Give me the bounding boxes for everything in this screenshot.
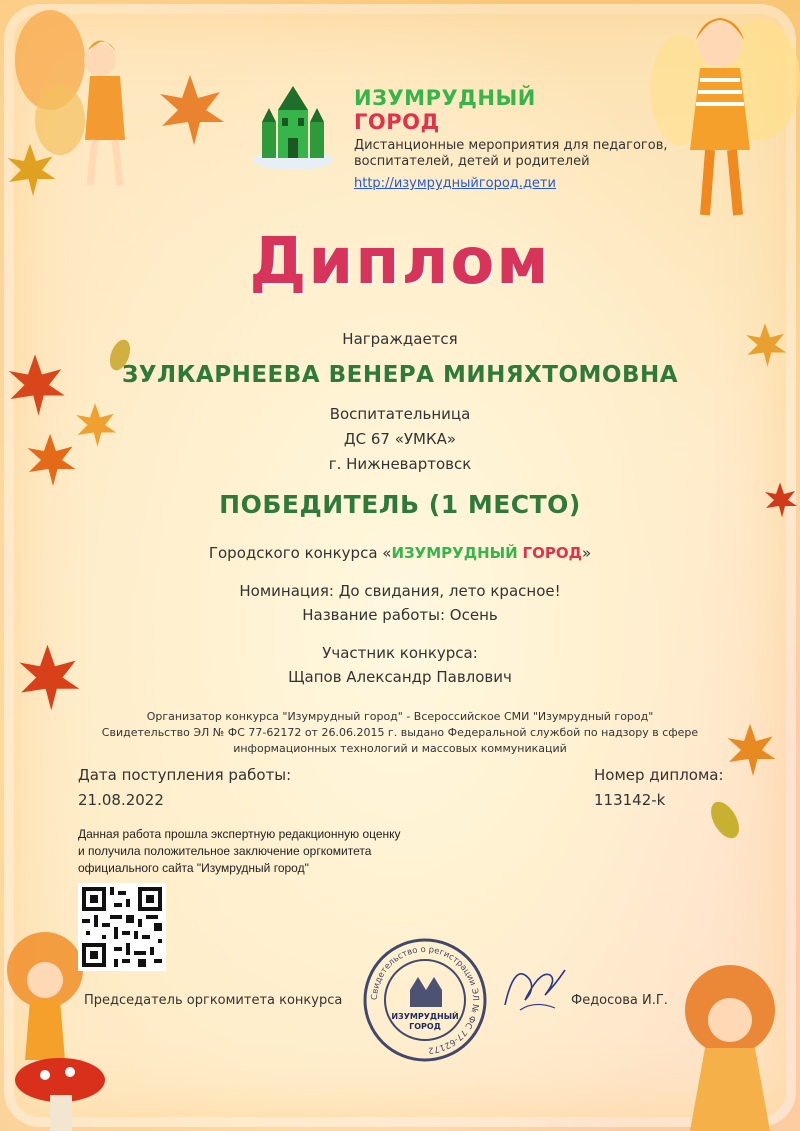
organizer-line-2: Свидетельство ЭЛ № ФС 77-62172 от 26.06.2015 г. выдано Федеральной службой по надзору в сфере	[101, 726, 699, 739]
fairy-illustration	[640, 0, 800, 230]
recipient-position: Воспитательница	[329, 405, 471, 423]
contest-suffix: »	[581, 544, 592, 562]
review-line-3: официального сайта "Изумрудный город"	[78, 861, 309, 875]
stamp-center-line2: ГОРОД	[409, 1022, 441, 1031]
logo-website-link[interactable]: http://изумрудныйгород.дети	[354, 176, 556, 191]
logo-title-line2: ГОРОД	[354, 110, 440, 134]
chairman-label: Председатель оргкомитета конкурса	[84, 993, 343, 1008]
date-label: Дата поступления работы:	[78, 766, 292, 784]
leaf-icon	[700, 790, 750, 850]
recipient-name: ЗУЛКАРНЕЕВА ВЕНЕРА МИНЯХТОМОВНА	[121, 362, 679, 388]
fairy-illustration	[10, 0, 160, 200]
stamp-center-line1: ИЗУМРУДНЫЙ	[391, 1012, 459, 1021]
participant-label: Участник конкурса:	[322, 644, 478, 662]
maple-leaf-icon	[150, 70, 230, 150]
logo-subtitle-line1: Дистанционные мероприятия для педагогов,	[354, 138, 668, 153]
recipient-city: г. Нижневартовск	[328, 455, 472, 473]
logo-title-line1: ИЗУМРУДНЫЙ	[354, 86, 536, 110]
contest-prefix: Городского конкурса «	[208, 544, 392, 562]
work-title: Название работы: Осень	[302, 606, 498, 624]
diploma-number-label: Номер диплома:	[594, 766, 724, 784]
diploma-title: Диплом	[249, 225, 551, 299]
review-line-1: Данная работа прошла экспертную редакционную оценку	[78, 827, 401, 841]
diploma-number-value: 113142-k	[594, 791, 666, 809]
place-title: ПОБЕДИТЕЛЬ (1 МЕСТО)	[219, 490, 581, 519]
organizer-line-1: Организатор конкурса "Изумрудный город" - Всероссийское СМИ "Изумрудный город"	[146, 710, 654, 723]
participant-name: Щапов Александр Павлович	[288, 668, 512, 686]
logo-subtitle-line2: воспитателей, детей и родителей	[354, 154, 590, 169]
contest-word-1: ИЗУМРУДНЫЙ	[391, 544, 518, 562]
castle-icon	[250, 82, 336, 172]
contest-word-2: ГОРОД	[522, 544, 582, 562]
official-stamp	[360, 935, 490, 1065]
signature	[495, 950, 575, 1020]
date-value: 21.08.2022	[78, 791, 164, 809]
nomination: Номинация: До свидания, лето красное!	[239, 582, 561, 600]
chairman-name: Федосова И.Г.	[571, 993, 668, 1008]
fairy-illustration	[660, 950, 800, 1131]
contest-name	[0, 544, 800, 562]
organizer-line-3: информационных технологий и массовых коммуникаций	[233, 742, 567, 755]
stamp-ring-text: Свидетельство о регистрации ЭЛ № ФС 77-62172	[369, 944, 481, 1055]
awarded-label: Награждается	[342, 330, 458, 348]
qr-code-icon[interactable]	[78, 883, 166, 971]
recipient-organization: ДС 67 «УМКА»	[343, 430, 457, 448]
review-line-2: и получила положительное заключение оргкомитета	[78, 844, 372, 858]
